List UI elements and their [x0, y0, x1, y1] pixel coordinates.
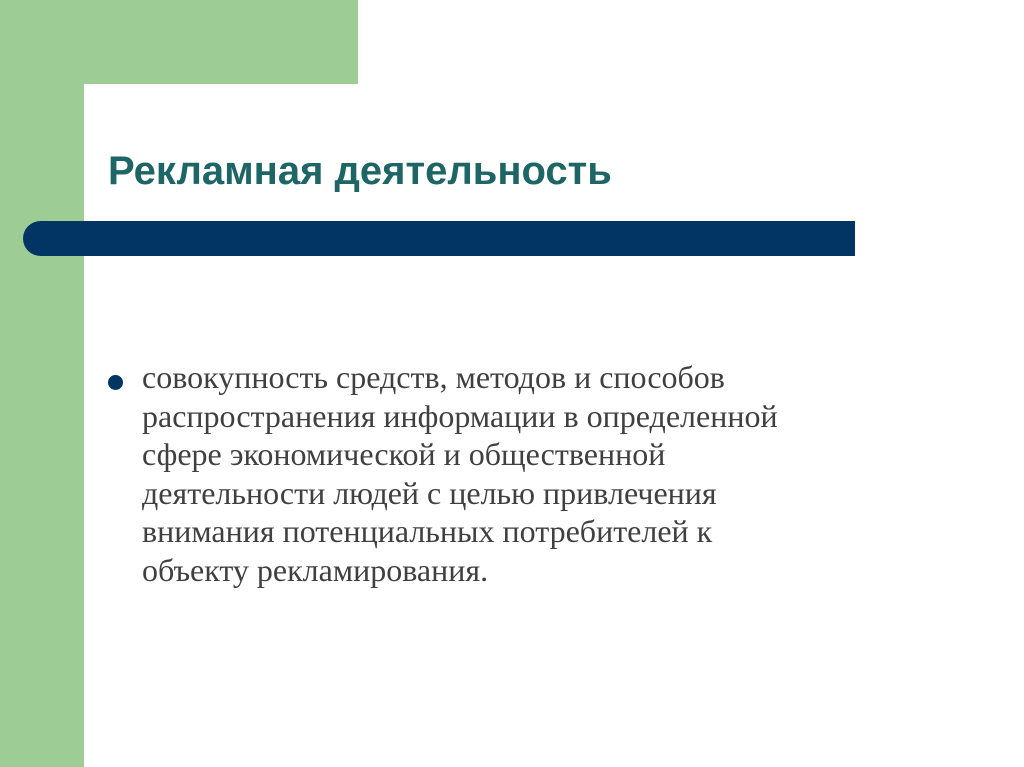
bullet-line: распространения информации в определенной — [142, 397, 778, 434]
slide-title: Рекламная деятельность — [108, 149, 612, 193]
bullet-line: совокупность средств, методов и способов — [142, 359, 725, 395]
title-underline-bar — [23, 221, 855, 256]
bullet-line: объекту рекламирования. — [142, 551, 489, 588]
bullet-item — [142, 358, 962, 589]
green-top-band — [0, 0, 358, 84]
bullet-line: деятельности людей с целью привлечения — [142, 474, 717, 511]
bullet-line: сфере экономической и общественной — [142, 436, 666, 472]
green-side-band — [0, 0, 84, 767]
bullet-line: внимания потенциальных потребителей к — [142, 513, 713, 549]
bullet-dot-icon — [108, 375, 123, 390]
